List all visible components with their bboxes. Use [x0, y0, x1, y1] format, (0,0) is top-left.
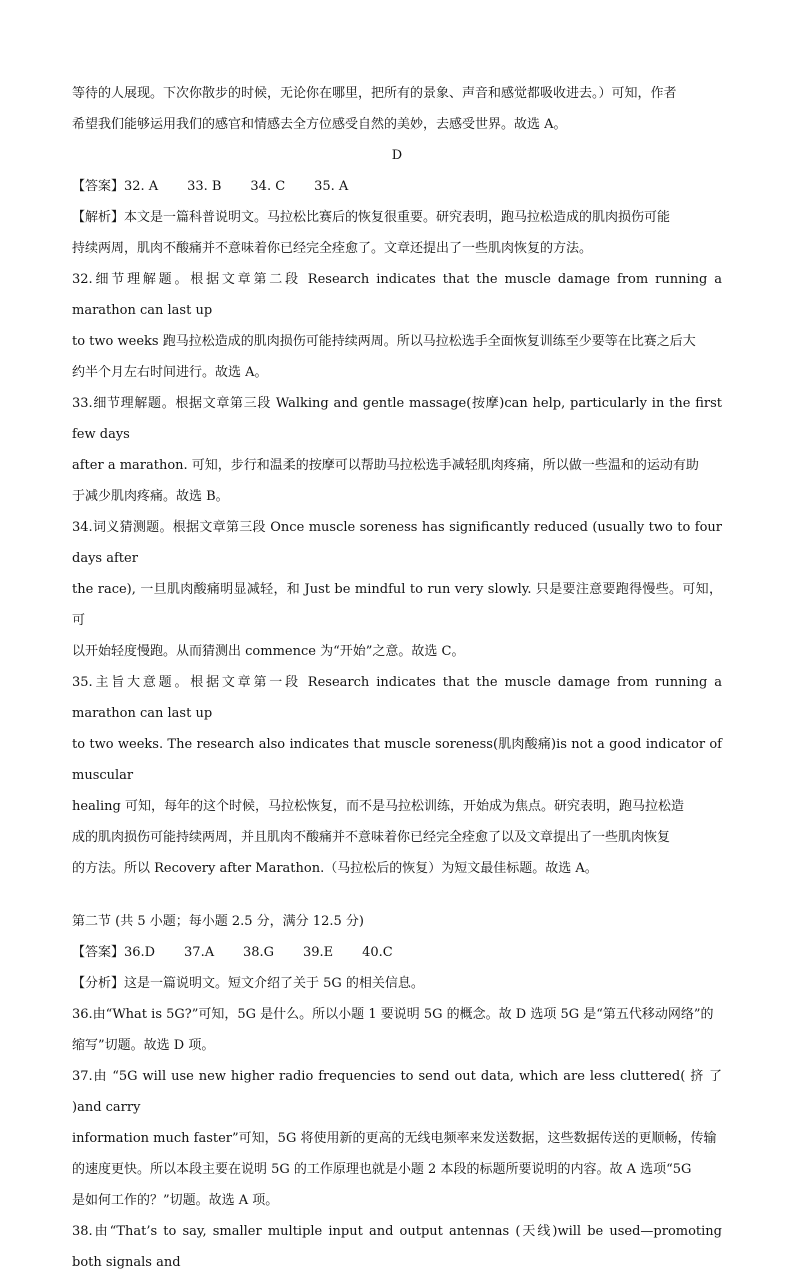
d-analysis-line-2: 持续两周，肌肉不酸痛并不意味着你已经完全痊愈了。文章还提出了一些肌肉恢复的方法。: [72, 241, 593, 256]
q38-line-1: 38.由“That’s to say, smaller multiple input and output antennas (天线)will be used—promoting both signals and: [72, 1224, 722, 1270]
q37-line-3: 的速度更快。所以本段主要在说明 5G 的工作原理也就是小题 2 本段的标题所要说明的内容。故 A 选项“5G: [72, 1162, 692, 1177]
q35-line-1: 35.主旨大意题。根据文章第一段 Research indicates that the muscle damage from running a marathon can last up: [72, 675, 722, 721]
q35-line-3: healing 可知，每年的这个时候，马拉松恢复，而不是马拉松训练，开始成为焦点。研究表明，跑马拉松造: [72, 799, 684, 814]
section-spacer: [72, 884, 722, 906]
q35-line-4: 成的肌肉损伤可能持续两周，并且肌肉不酸痛并不意味着你已经完全痊愈了以及文章提出了一些肌肉恢复: [72, 830, 671, 845]
d-analysis-line-1: 【解析】本文是一篇科普说明文。马拉松比赛后的恢复很重要。研究表明，跑马拉松造成的肌肉损伤可能: [72, 210, 671, 225]
q35-line-2: to two weeks. The research also indicates that muscle soreness(肌肉酸痛)is not a good indicator of muscular: [72, 737, 722, 783]
q36-line-2: 缩写”切题。故选 D 项。: [72, 1038, 215, 1053]
q34-line-1: 34.词义猜测题。根据文章第三段 Once muscle soreness has significantly reduced (usually two to four days after: [72, 520, 722, 566]
q32-line-1: 32.细节理解题。根据文章第二段 Research indicates that the muscle damage from running a marathon can last up: [72, 272, 722, 318]
q36-line-1: 36.由“What is 5G?”可知，5G 是什么。所以小题 1 要说明 5G 的概念。故 D 选项 5G 是“第五代移动网络”的: [72, 1007, 714, 1022]
q33-line-2: after a marathon. 可知，步行和温柔的按摩可以帮助马拉松选手减轻肌肉疼痛，所以做一些温和的运动有助: [72, 458, 699, 473]
q37-line-2: information much faster”可知，5G 将使用新的更高的无线电频率来发送数据，这些数据传送的更顺畅，传输: [72, 1131, 717, 1146]
document-page: [72, 78, 722, 1278]
section2-title: 第二节 (共 5 小题；每小题 2.5 分，满分 12.5 分): [72, 914, 364, 929]
intro-line-1: 等待的人展现。下次你散步的时候，无论你在哪里，把所有的景象、声音和感觉都吸收进去。）可知，作者: [72, 86, 677, 101]
q35-line-5: 的方法。所以 Recovery after Marathon.（马拉松后的恢复）为短文最佳标题。故选 A。: [72, 861, 598, 876]
q34-line-3: 以开始轻度慢跑。从而猜测出 commence 为“开始”之意。故选 C。: [72, 644, 465, 659]
s2-analysis: 【分析】这是一篇说明文。短文介绍了关于 5G 的相关信息。: [72, 976, 424, 991]
intro-line-2: 希望我们能够运用我们的感官和情感去全方位感受自然的美妙，去感受世界。故选 A。: [72, 117, 567, 132]
d-answer: 【答案】32. A 33. B 34. C 35. A: [72, 179, 349, 194]
q37-line-1: 37.由 “5G will use new higher radio frequencies to send out data, which are less cluttered( 挤 了 )and carry: [72, 1069, 722, 1115]
q37-line-4: 是如何工作的？”切题。故选 A 项。: [72, 1193, 279, 1208]
s2-answer: 【答案】36.D 37.A 38.G 39.E 40.C: [72, 945, 393, 960]
q34-line-2: the race), 一旦肌肉酸痛明显减轻，和 Just be mindful to run very slowly. 只是要注意要跑得慢些。可知，可: [72, 582, 722, 628]
q33-line-1: 33.细节理解题。根据文章第三段 Walking and gentle massage(按摩)can help, particularly in the first few days: [72, 396, 722, 442]
q33-line-3: 于减少肌肉疼痛。故选 B。: [72, 489, 229, 504]
part-d-label: D: [391, 148, 403, 163]
q32-line-2: to two weeks 跑马拉松造成的肌肉损伤可能持续两周。所以马拉松选手全面恢复训练至少要等在比赛之后大: [72, 334, 696, 349]
q32-line-3: 约半个月左右时间进行。故选 A。: [72, 365, 268, 380]
